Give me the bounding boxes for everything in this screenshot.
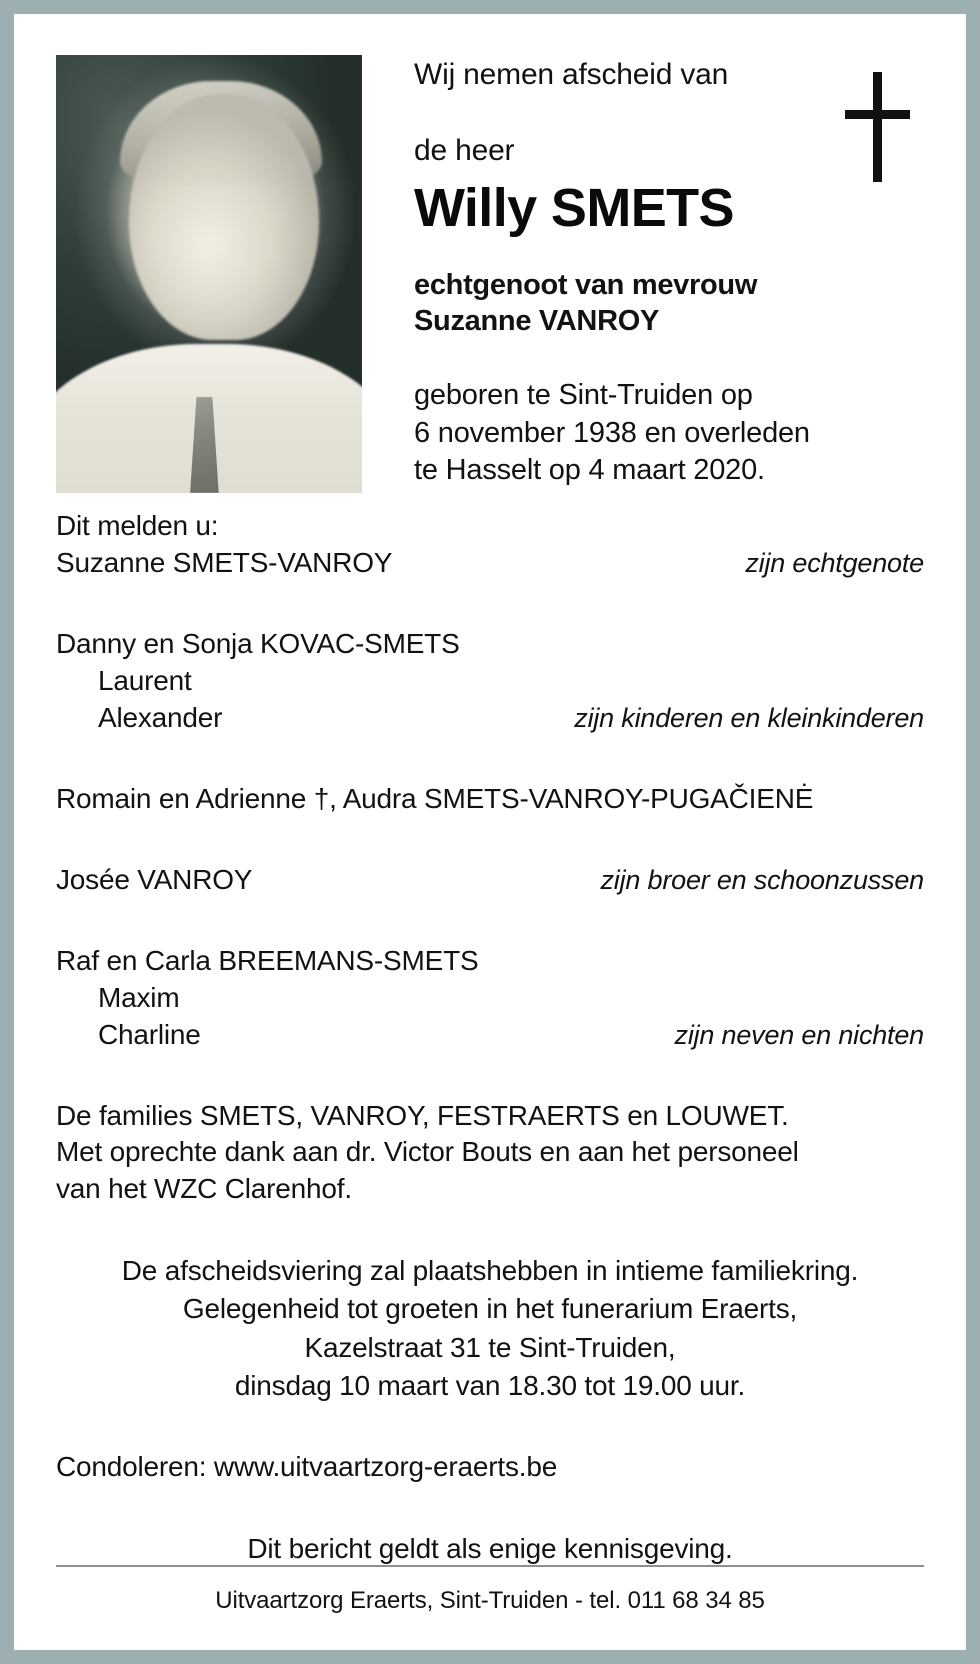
birth-line-1: geboren te Sint-Truiden op [414,378,753,411]
family-child-row [56,663,924,700]
birth-death-block [414,377,926,490]
family-relation: zijn kinderen en kleinkinderen [574,702,924,733]
birth-line-2: 6 november 1938 en overleden [414,416,810,449]
family-relation: zijn broer en schoonzussen [600,864,924,895]
family-name: Suzanne SMETS-VANROY [56,546,393,578]
footer-divider [56,1565,924,1567]
family-name: Romain en Adrienne †, Audra SMETS-VANROY-PUGAČIENĖ [56,782,814,814]
spacer [56,818,924,862]
ceremony-line-4: dinsdag 10 maart van 18.30 tot 19.00 uur. [234,1369,746,1401]
family-entry [56,943,924,980]
family-relation: zijn neven en nichten [674,1019,924,1050]
family-name: Josée VANROY [56,863,253,895]
families-line-1: De families SMETS, VANROY, FESTRAERTS en LOUWET. [56,1099,789,1131]
families-line-3: van het WZC Clarenhof. [56,1173,352,1205]
ceremony-paragraph [56,1252,924,1404]
family-child-row [56,1017,924,1054]
funeral-home-credit: Uitvaartzorg Eraerts, Sint-Truiden - tel. 011 68 34 85 [215,1587,765,1614]
single-notice-line: Dit bericht geldt als enige kennisgeving. [247,1532,733,1564]
spacer [56,899,924,943]
spacer [56,1208,924,1252]
ceremony-line-1: De afscheidsviering zal plaatshebben in intieme familiekring. [121,1255,859,1287]
family-name: Raf en Carla BREEMANS-SMETS [56,944,479,976]
spacer [56,1054,924,1098]
family-child-name: Laurent [98,664,192,696]
portrait-photo [56,55,362,493]
families-line-2: Met oprechte dank aan dr. Victor Bouts en aan het personeel [56,1136,799,1168]
spouse-name: Suzanne VANROY [414,304,660,337]
condolences-line[interactable]: Condoleren: www.uitvaartzorg-eraerts.be [56,1450,558,1482]
deceased-name: Willy SMETS [414,178,734,238]
family-entry [56,626,924,663]
farewell-line: Wij nemen afscheid van [414,58,729,91]
header-section [14,14,966,487]
family-child-name: Charline [98,1018,201,1050]
family-child-name: Maxim [98,981,180,1013]
family-child-name: Alexander [98,701,223,733]
ceremony-line-2: Gelegenheid tot groeten in het funerarium Eraerts, [182,1293,798,1325]
spouse-label: echtgenoot van mevrouw [414,269,758,302]
header-text-block [414,58,926,490]
family-entry [56,862,924,899]
family-child-row [56,980,924,1017]
birth-line-3: te Hasselt op 4 maart 2020. [414,454,765,487]
spouse-block [414,268,926,339]
photo-face-region [129,94,319,339]
family-entry [56,545,924,582]
body-section [56,508,924,1568]
families-paragraph [56,1098,924,1209]
announcement-intro: Dit melden u: [56,510,219,541]
family-entry [56,781,924,818]
spacer [56,1486,924,1530]
honorific-line: de heer [414,134,515,167]
family-name: Danny en Sonja KOVAC-SMETS [56,627,460,659]
spacer [56,582,924,626]
family-relation: zijn echtgenote [745,547,924,578]
death-notice-card [14,14,966,1650]
spacer [56,737,924,781]
family-child-row [56,700,924,737]
spacer [56,1405,924,1449]
ceremony-line-3: Kazelstraat 31 te Sint-Truiden, [304,1331,676,1363]
